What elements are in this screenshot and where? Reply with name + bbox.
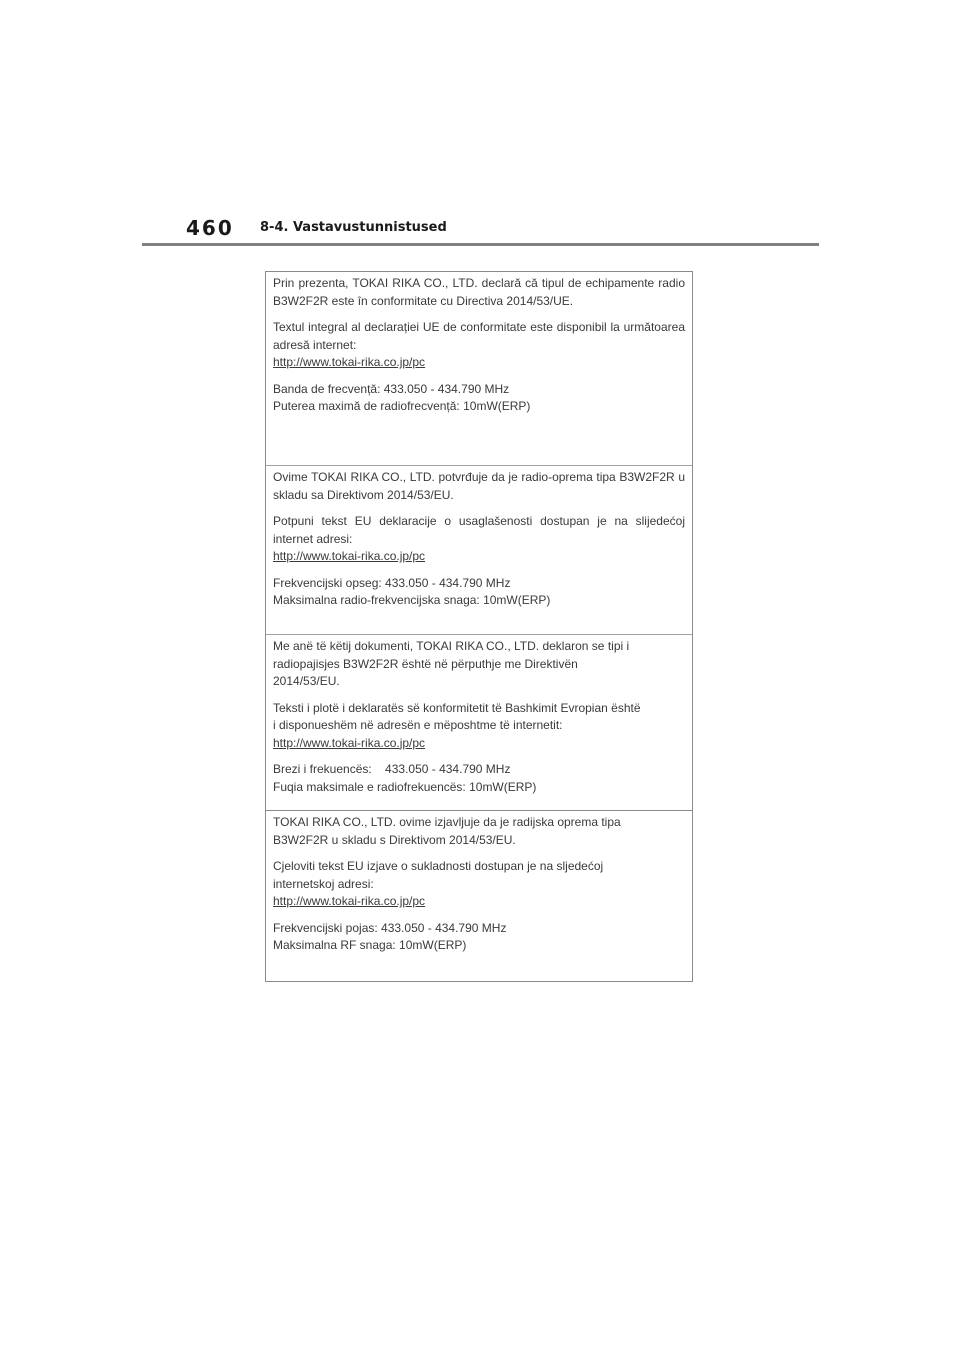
full-text-notice-line: internetskoj adresi: — [273, 876, 374, 891]
declaration-link[interactable]: http://www.tokai-rika.co.jp/pc — [273, 894, 426, 908]
frequency-band: Banda de frecvență: 433.050 - 434.790 MHz — [273, 381, 510, 396]
declaration-statement: Prin prezenta, TOKAI RIKA CO., LTD. declară că tipul de echipamente radio B3W2F2R este în conformitate cu Directiva 2014/53/UE. — [273, 276, 685, 308]
declaration-panel-albanian — [265, 634, 693, 811]
declaration-statement-line: Me anë të këtij dokumenti, TOKAI RIKA CO., LTD. deklaron se tipi i — [273, 639, 630, 653]
declaration-statement-line: B3W2F2R u skladu s Direktivom 2014/53/EU. — [273, 832, 516, 847]
declaration-statement: Ovime TOKAI RIKA CO., LTD. potvrđuje da je radio-oprema tipa B3W2F2R u skladu sa Direktivom 2014/53/EU. — [273, 470, 685, 502]
declaration-panel-croatian — [265, 810, 693, 982]
declaration-panel-bosnian — [265, 465, 693, 635]
declaration-panel-romanian — [265, 271, 693, 467]
declaration-statement-line: radiopajisjes B3W2F2R është në përputhje me Direktivën — [273, 656, 578, 671]
declaration-statement-line: 2014/53/EU. — [273, 674, 340, 688]
header-divider — [142, 243, 819, 246]
page-number: 460 — [186, 216, 234, 240]
max-power: Fuqia maksimale e radiofrekuencës: 10mW(ERP) — [273, 779, 537, 794]
full-text-notice: Textul integral al declarației UE de conformitate este disponibil la următoarea adresă internet: — [273, 320, 685, 352]
declaration-link[interactable]: http://www.tokai-rika.co.jp/pc — [273, 735, 426, 750]
declaration-statement-line: TOKAI RIKA CO., LTD. ovime izjavljuje da je radijska oprema tipa — [273, 815, 621, 829]
frequency-band: Frekvencijski pojas: 433.050 - 434.790 MHz — [273, 920, 507, 935]
declaration-link[interactable]: http://www.tokai-rika.co.jp/pc — [273, 355, 426, 369]
full-text-notice-line: Cjeloviti tekst EU izjave o sukladnosti dostupan je na sljedećoj — [273, 859, 604, 873]
declaration-link[interactable]: http://www.tokai-rika.co.jp/pc — [273, 549, 426, 563]
full-text-notice: Potpuni tekst EU deklaracije o usaglašenosti dostupan je na slijedećoj internet adresi: — [273, 514, 685, 546]
frequency-band: Brezi i frekuencës: 433.050 - 434.790 MHz — [273, 762, 511, 776]
section-title: 8-4. Vastavustunnistused — [260, 220, 447, 235]
max-power: Maksimalna RF snaga: 10mW(ERP) — [273, 938, 467, 952]
full-text-notice-line: i disponueshëm në adresën e mëposhtme të internetit: — [273, 718, 563, 732]
max-power: Maksimalna radio-frekvencijska snaga: 10mW(ERP) — [273, 593, 551, 607]
full-text-notice-line: Teksti i plotë i deklaratës së konformitetit të Bashkimit Evropian është — [273, 700, 641, 715]
max-power: Puterea maximă de radiofrecvență: 10mW(ERP) — [273, 399, 531, 413]
frequency-band: Frekvencijski opseg: 433.050 - 434.790 MHz — [273, 575, 511, 590]
